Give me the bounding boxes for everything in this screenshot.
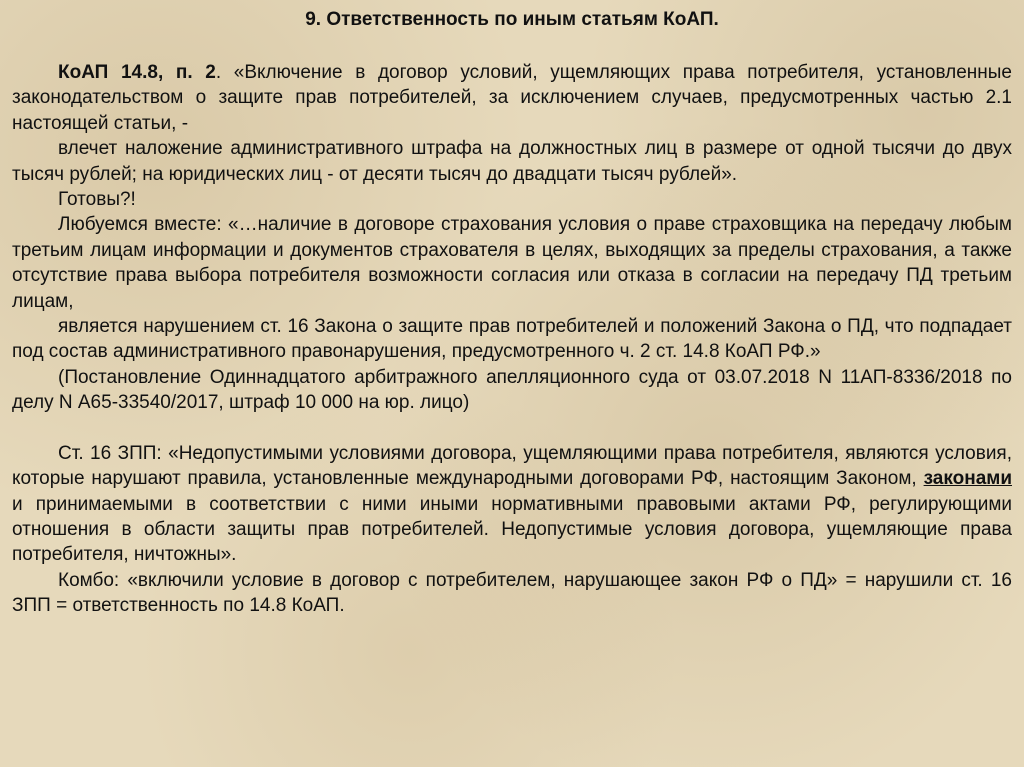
article-16-text-start: Ст. 16 ЗПП: «Недопустимыми условиями договора, ущемляющими права потребителя, являются условия, которые нарушают правила, установленные международными договорами РФ, настоящим Законом,: [12, 442, 1012, 490]
paragraph-ready: Готовы?!: [58, 189, 136, 211]
koap-reference: КоАП 14.8, п. 2: [58, 62, 216, 83]
koap-quote-text: . «Включение в договор условий, ущемляющих права потребителя, установленные законодательством о защите прав потребителей, за исключением случаев, предусмотренных частью 2.1 настоящей статьи, -: [12, 62, 1013, 134]
spacer: [12, 416, 1012, 441]
article-16-text-end: и принимаемыми в соответствии с ними иными нормативными правовыми актами РФ, регулирующими отношения в области защиты прав потребителей. Недопустимые условия договора, ущемляющие права потребителя, ничтожны».: [12, 493, 1012, 566]
paragraph-violation: является нарушением ст. 16 Закона о защите прав потребителей и положений Закона о ПД, что подпадает под состав административного правонарушения, предусмотренного ч. 2 ст. 14.8 КоАП РФ.»: [12, 316, 1012, 363]
paragraph-koap-14-8: [12, 60, 1012, 136]
paragraph-court-ruling: (Постановление Одиннадцатого арбитражного апелляционного суда от 03.07.2018 N 11АП-8336/2018 по делу N А65-33540/2017, штраф 10 000 на юр. лицо): [12, 366, 1012, 414]
slide-title: 9. Ответственность по иным статьям КоАП.: [305, 9, 719, 30]
paragraph-insurance-case: Любуемся вместе: «…наличие в договоре страхования условия о праве страховщика на передачу любым третьим лицам информации и документов страхователя в целях, выходящих за пределы страхования, а также отсутствие права выбора потребителя возможности согласия или отказа в согласии на передачу ПД третьим лицам,: [12, 214, 1012, 312]
paragraph-penalty: влечет наложение административного штрафа на должностных лиц в размере от одной тысячи до двух тысяч рублей; на юридических лиц - от десяти тысяч до двадцати тысяч рублей».: [12, 138, 1012, 185]
paragraph-combo: Комбо: «включили условие в договор с потребителем, нарушающее закон РФ о ПД» = нарушили ст. 16 ЗПП = ответственность по 14.8 КоАП.: [12, 569, 1012, 617]
paragraph-article-16: [12, 441, 1012, 568]
laws-link[interactable]: законами: [923, 468, 1012, 490]
